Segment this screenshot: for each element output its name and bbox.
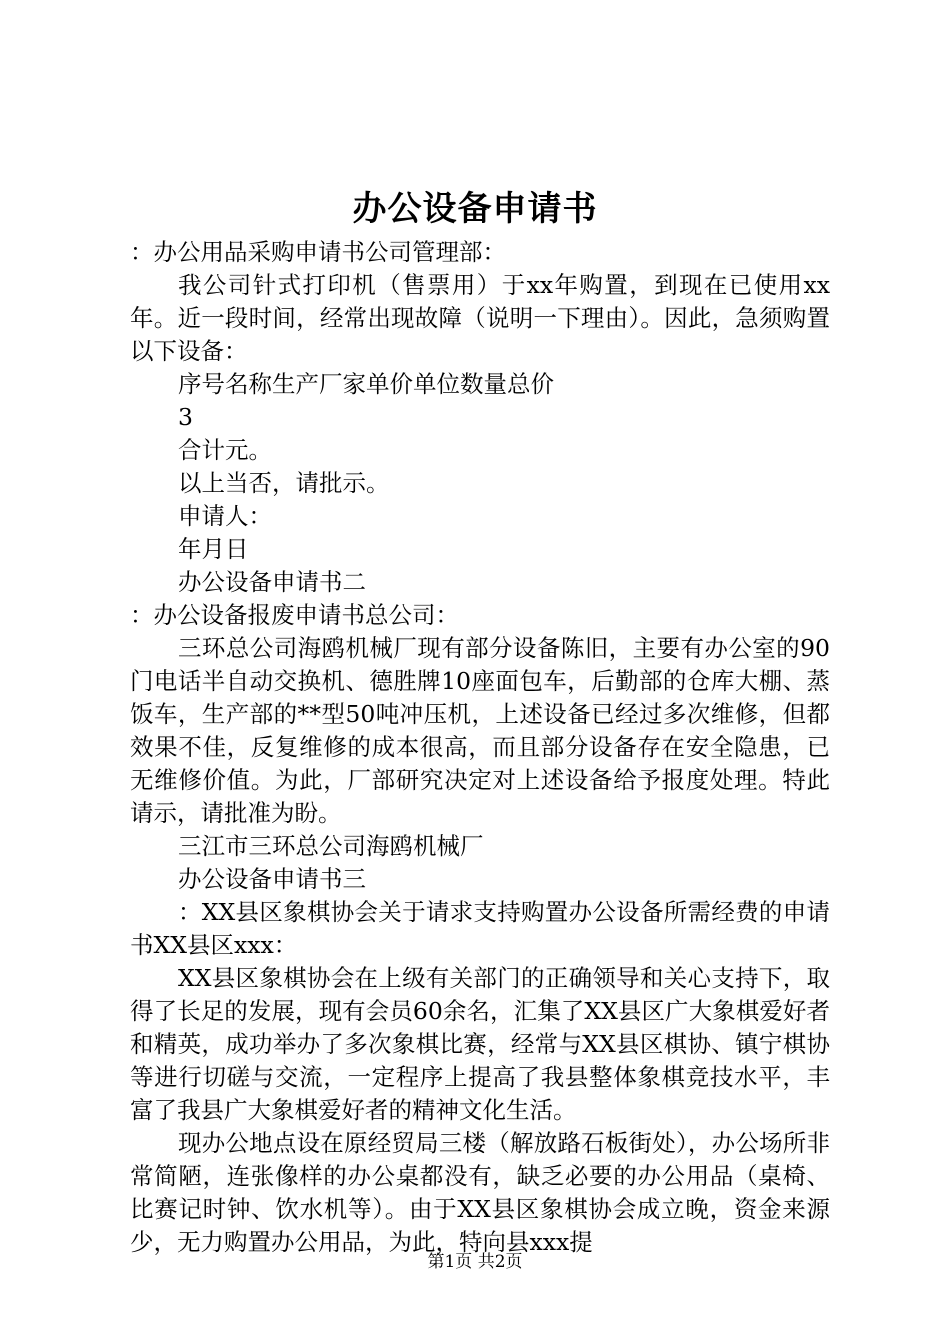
section-heading-2: 办公设备申请书二 (178, 568, 366, 596)
section-heading-3: 办公设备申请书三 (178, 865, 366, 893)
document-title: 办公设备申请书 (352, 189, 598, 229)
signature-line-2: 三江市三环总公司海鸥机械厂 (178, 832, 484, 860)
date-line: 年月日 (178, 535, 249, 563)
document-body (130, 236, 830, 1259)
total-line: 合计元。 (178, 436, 272, 464)
paragraph-4: 现办公地点设在原经贸局三楼（解放路石板街处），办公场所非常简陋，连张像样的办公桌都没有，缺乏必要的办公用品（桌椅、比赛记时钟、饮水机等）。由于XX县区象棋协会成立晚，资金来源少，无力购置办公用品，为此，特向县xxx提 (130, 1129, 830, 1256)
salutation-line-2: ：办公设备报废申请书总公司： (130, 601, 459, 629)
applicant-line: 申请人： (178, 502, 272, 530)
paragraph-2: 三环总公司海鸥机械厂现有部分设备陈旧，主要有办公室的90门电话半自动交换机、德胜牌10座面包车，后勤部的仓库大棚、蒸饭车，生产部的**型50吨冲压机，上述设备已经过多次维修，但都效果不佳，反复维修的成本很高，而且部分设备存在安全隐患，已无维修价值。为此，厂部研究决定对上述设备给予报度处理。特此请示，请批准为盼。 (130, 634, 830, 827)
paragraph-1: 我公司针式打印机（售票用）于xx年购置，到现在已使用xx年。近一段时间，经常出现故障（说明一下理由）。因此，急须购置以下设备： (130, 271, 830, 365)
salutation-line-3: ：XX县区象棋协会关于请求支持购置办公设备所需经费的申请书XX县区xxx： (130, 898, 830, 959)
salutation-line-1: ：办公用品采购申请书公司管理部： (130, 238, 506, 266)
table-header-line: 序号名称生产厂家单价单位数量总价 (178, 370, 554, 398)
paragraph-3: XX县区象棋协会在上级有关部门的正确领导和关心支持下，取得了长足的发展，现有会员60余名，汇集了XX县区广大象棋爱好者和精英，成功举办了多次象棋比赛，经常与XX县区棋协、镇宁棋协等进行切磋与交流，一定程序上提高了我县整体象棋竞技水平，丰富了我县广大象棋爱好者的精神文化生活。 (130, 964, 830, 1124)
table-row-number: 3 (178, 403, 193, 431)
page-footer: 第1页 共2页 (427, 1252, 523, 1272)
approval-request-line: 以上当否，请批示。 (178, 469, 390, 497)
